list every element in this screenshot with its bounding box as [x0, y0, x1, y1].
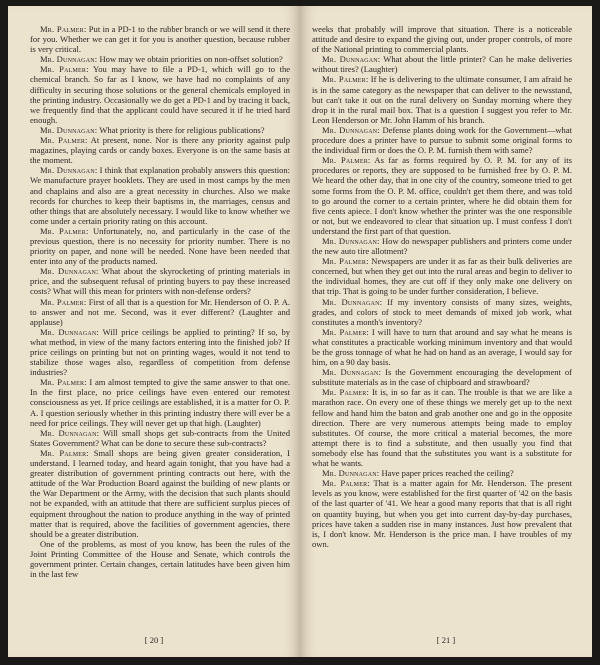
paragraph — [30, 54, 290, 64]
paragraph — [312, 297, 572, 327]
speaker-name: Mr. Dunnagan: — [40, 54, 98, 65]
right-folio: [ 21 ] — [436, 635, 456, 645]
paragraph-text: Is the Government encouraging the development of substitute materials as in the case of chipboard and strawboard? — [312, 367, 572, 388]
speaker-name: Mr. Palmer: — [322, 256, 369, 267]
paragraph-text: Will small shops get sub-contracts from the United States Government? What can be done to secure these sub-contracts? — [30, 427, 291, 448]
speaker-name: Mr. Palmer: — [322, 155, 371, 166]
speaker-name: Mr. Dunnagan: — [40, 165, 98, 176]
paragraph — [312, 236, 572, 256]
left-page — [8, 6, 300, 657]
speaker-name: Mr. Palmer: — [40, 64, 89, 75]
left-folio: [ 20 ] — [144, 635, 164, 645]
paragraph-text: That is a matter again for Mr. Henderson. The present levels as you know, were established for the first quarter of '42 on the basis of the last quarter of '41. We hear a good many reports that that is all right on quantity buying, but when you get into current day-by-day purchases, prices have taken a sudden rise in many instances. Just how prevalent that is, I don't know. Mr. Henderson is the price man. I have troubles of my own. — [312, 478, 572, 549]
paragraph — [312, 125, 572, 155]
speaker-name: Mr. Palmer: — [40, 447, 89, 458]
paragraph — [30, 135, 290, 165]
paragraph-text: Unfortunately, no, and particularly in the case of the previous question, there is no necessity for priority number. There is no priority on paper, and none will be needed. None have been needed that enter into any of the products named. — [30, 225, 290, 267]
paragraph — [30, 24, 290, 54]
paragraph-text: As far as forms required by O. P. M. for any of its procedures or reports, they are supposed to be furnished free by O. P. M. We heard the other day, that in one city of the country, someone tried to get some forms from the O. P. M. office, couldn't get them there, and was told to go around the corner to a certain printer, where he did obtain them for five cents apiece. I don't know whether the printer was the one responsible or not, but we endeavored to clear that situation up. I must confess I don't understand the first part of that question. — [312, 155, 572, 236]
paragraph-text: One of the problems, as most of you know, has been the rules of the Joint Printing Committee of the House and Senate, which controls the government printer. Certain changes, certain latitudes have been given him in the last few — [30, 538, 290, 580]
paragraph-text: Small shops are being given greater consideration, I understand. I learned today, and heard again tonight, that you have had a greater distribution of government printing contracts out here, with the attitude of the War Production Board against the building of new plants or the War Department or the Army, with the decision that such plants should not be expanded, with an attitude that there are sufficient surplus pieces of equipment throughout the nation to produce anything in the way of printed matter that is required, above the facilities of government agencies, there should be a greater distribution. — [30, 447, 291, 539]
speaker-name: Mr. Dunnagan: — [322, 235, 380, 246]
paragraph-text: I will have to turn that around and say what he means is what constitutes a practicable working minimum inventory and that would be the gross tonnage of what he had on hand as an average, I would say for him, on a 90 day basis. — [312, 326, 573, 368]
right-page-number — [300, 635, 592, 645]
speaker-name: Mr. Palmer: — [322, 478, 370, 489]
paragraph — [312, 54, 572, 74]
paragraph — [312, 256, 572, 296]
paragraph-text: At present, none. Nor is there any priority against pulp magazines, playing cards or candy boxes. Everyone is on the same basis at the moment. — [30, 135, 291, 166]
paragraph-text: It is, in so far as it can. The trouble is that we are like a marathon race. On every one of these things we merely get up to the next fellow and hand him the baton and grab another one and go in the opposite direction. There are very numerous attempts being made to employ substitutes. Of course, the more critical a material becomes, the more attempt there is to find a substitute, and then usually you find that somebody else has found that the substitutes you want is a substitute for what he wants. — [312, 387, 572, 469]
paragraph — [312, 24, 572, 54]
paragraph — [312, 468, 572, 478]
paragraph-text: Put in a PD-1 to the rubber branch or we will send it there for you. Whether we can get it for you is another question, because rubber is very critical. — [30, 24, 290, 55]
paragraph-text: If he is delivering to the ultimate consumer, I am afraid he is in the same category as the newspaper that can deliver to the newsstand, but can't take it out on the rural delivery on Sunday morning where they drop it in the rural mail box. That is a question I suggest you refer to Mr. Leon Henderson or Mr. John Hamm of his branch. — [312, 74, 572, 125]
paragraph — [312, 478, 572, 549]
paragraph — [30, 428, 290, 448]
paragraph-text: I think that explanation probably answers this question: We manufacture prayer booklets. They are used in most camps by the men and chaplains and also are a great necessity in churches. Also we make records for churches to keep their baptisms in, the marriages, census and other things that are absolutely necessary. I would like to know whether we come under a certain priority rating on this account. — [30, 165, 290, 226]
paragraph-text: weeks that probably will improve that situation. There is a noticeable attitude and desire to expand the giving out, under proper controls, of more of the National printing to commercial plants. — [312, 24, 572, 55]
paragraph-text: What about the skyrocketing of printing materials in price, and the subsequent refusal of printing buyers to pay these increased costs? What will this mean for printers with non-defense orders? — [30, 266, 291, 297]
speaker-name: Mr. Palmer: — [40, 377, 87, 388]
speaker-name: Mr. Dunnagan: — [40, 427, 100, 438]
paragraph — [30, 64, 290, 125]
paragraph — [312, 367, 572, 387]
paragraph-text: Newspapers are under it as far as their bulk deliveries are concerned, but when they get out into the rural areas and begin to deliver to the individual homes, they are cut off if they only make one delivery on that trip. That is going to be under further consideration, I believe. — [312, 256, 573, 297]
paragraph-text: How may we obtain priorities on non-offset solution? — [97, 54, 283, 65]
paragraph — [30, 327, 290, 377]
speaker-name: Mr. Palmer: — [40, 24, 87, 34]
speaker-name: Mr. Palmer: — [322, 74, 369, 85]
left-page-text — [30, 24, 290, 579]
speaker-name: Mr. Palmer: — [40, 225, 89, 236]
paragraph-text: I am almost tempted to give the same answer to that one. In the first place, no price ceilings have even entered our remotest consciousness as yet. If price ceilings are established, it is a matter for O. P. A. I question seriously whether in this printing industry there will ever be a need for price ceilings. They will never get up that high. (Laughter) — [30, 377, 291, 428]
paragraph — [30, 266, 290, 296]
paragraph — [30, 448, 290, 539]
speaker-name: Mr. Dunnagan: — [322, 468, 380, 479]
paragraph — [30, 377, 290, 427]
speaker-name: Mr. Palmer: — [40, 296, 87, 307]
paragraph-text: What about the little printer? Can he make deliveries without tires? (Laughter) — [312, 54, 572, 75]
left-page-number — [8, 635, 300, 645]
paragraph-text: Defense plants doing work for the Government—what procedure does a printer have to pursue to submit some original forms to the individual firm or does the O. P. M. furnish them with same? — [312, 124, 572, 156]
paragraph-text: First of all that is a question for Mr. Henderson of O. P. A. to answer and not me. Second, was it ever different? (Laughter and applause) — [30, 296, 290, 327]
paragraph — [30, 165, 290, 226]
right-page — [300, 6, 592, 657]
paragraph-text: Have paper prices reached the ceiling? — [379, 468, 514, 479]
speaker-name: Mr. Dunnagan: — [40, 124, 98, 135]
speaker-name: Mr. Dunnagan: — [322, 296, 383, 307]
paragraph-text: What priority is there for religious publications? — [97, 124, 265, 135]
right-page-text — [312, 24, 572, 549]
paragraph — [312, 155, 572, 236]
book-spread — [8, 6, 592, 657]
paragraph-text: You may have to file a PD-1, which will go to the chemical branch. So far as I know, we have had no complaints of any difficulty in securing those solutions or the general chemicals employed in the printing industry. Occasionally we do get a PD-1 and by tracing it back, we frequently find that the applicant could have secured it if he tried hard enough. — [30, 64, 291, 125]
speaker-name: Mr. Palmer: — [322, 326, 369, 337]
paragraph — [30, 539, 290, 579]
paragraph — [312, 327, 572, 367]
speaker-name: Mr. Dunnagan: — [40, 326, 100, 337]
paragraph-text: If my inventory consists of many sizes, weights, grades, and colors of stock to meet demands of mixed job work, what constitutes a month's inventory? — [312, 296, 572, 327]
paragraph-text: Will price ceilings be applied to printing? If so, by what method, in view of the many factors entering into the finished job? If price ceilings on printing but not on printing wages, would it not tend to stabilize those wages also, regardless of competition from defense industries? — [30, 326, 290, 378]
speaker-name: Mr. Palmer: — [322, 387, 370, 398]
speaker-name: Mr. Palmer: — [40, 135, 88, 146]
speaker-name: Mr. Dunnagan: — [322, 367, 382, 378]
paragraph — [312, 74, 572, 124]
speaker-name: Mr. Dunnagan: — [322, 54, 381, 65]
speaker-name: Mr. Dunnagan: — [40, 266, 99, 277]
speaker-name: Mr. Dunnagan: — [322, 124, 380, 135]
paragraph — [30, 226, 290, 266]
paragraph — [30, 125, 290, 135]
paragraph — [30, 297, 290, 327]
paragraph-text: How do newspaper publishers and printers come under the new auto tire allotment? — [312, 235, 572, 257]
paragraph — [312, 387, 572, 468]
